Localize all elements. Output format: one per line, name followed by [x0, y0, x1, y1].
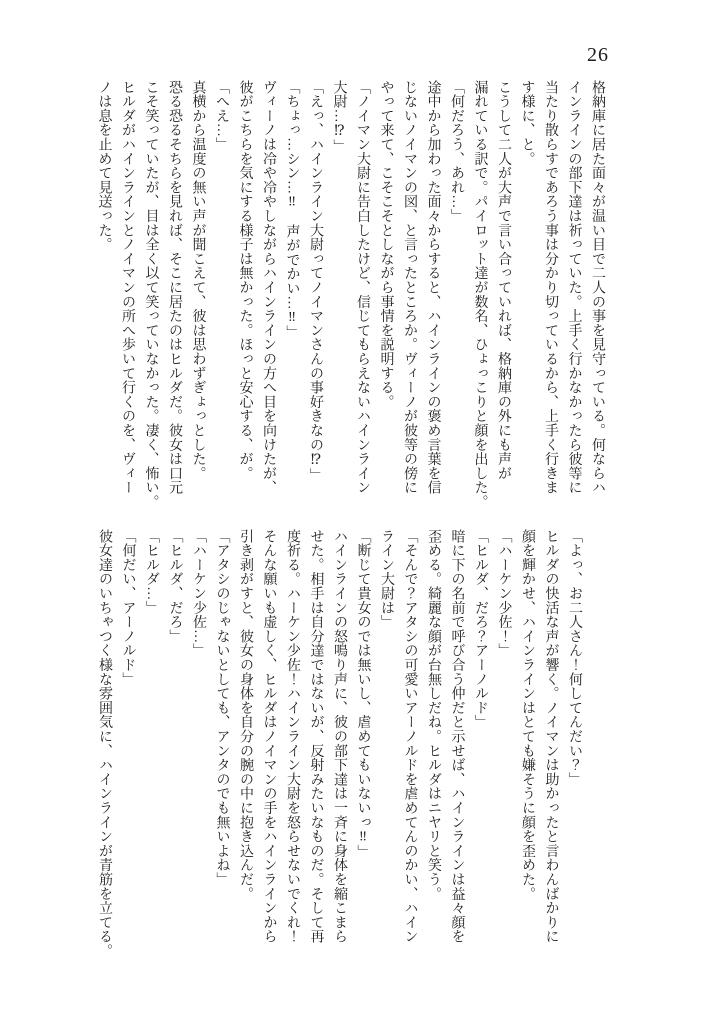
text-column: 彼女達のいちゃつく様な雰囲気に、ハインラインが青筋を立てる。 [97, 529, 112, 958]
text-column: 「何だい、アーノルド」 [120, 529, 136, 687]
text-column: ハインラインの怒鳴り声に、彼の部下達は一斉に身体を縮こまら [332, 529, 347, 944]
text-column: ライン大尉は」 [379, 529, 394, 630]
text-column: 格納庫に居た面々が温い目で二人の事を見守っている。何ならハ [590, 80, 605, 495]
text-column: 「ヒルダ、だろ？アーノルド」 [473, 529, 488, 730]
text-column: 「そんで？アタシの可愛いアーノルドを虐めてんのかい、ハイン [402, 529, 418, 944]
text-column: こうして二人が大声で言い合っていれば、格納庫の外にも声が [496, 80, 511, 481]
text-column: 「ちょっ…シン…‼ 声がでかい…‼」 [284, 80, 300, 340]
page-number: 26 [587, 44, 609, 66]
text-column: 「ヒルダ…」 [144, 529, 159, 615]
text-column: ヒルダがハインラインとノイマンの所へ歩いて行くのを、ヴィー [120, 80, 135, 495]
vertical-text-block-top [92, 80, 609, 509]
vertical-text-block-bottom [92, 529, 586, 958]
text-column: ヴィーノは冷や冷やしながらハインラインの方へ目を向けたが、 [261, 80, 276, 495]
text-column: 当たり散らすであろう事は分かり切っているから、上手く行きま [543, 80, 558, 495]
text-column: 真横から温度の無い声が聞こえて、彼は思わずぎょっとした。 [190, 80, 206, 481]
text-column: 引き剥がすと、彼女の身体を自分の腕の中に抱き込んだ。 [238, 529, 253, 901]
text-column: 「断じて貴女のでは無いし、虐めてもいないっ‼」 [355, 529, 371, 859]
text-column: 「アタシのじゃないとしても、アンタのでも無いよね」 [214, 529, 230, 887]
text-column: せた。相手は自分達ではないが、反射みたいなものだ。そして再 [308, 529, 324, 944]
text-column: 漏れている訳で。パイロット達が数名、ひょっこりと顔を出した。 [472, 80, 488, 509]
text-column: 途中から加わった面々からすると、ハインラインの褒め言葉を信 [425, 80, 441, 495]
text-column: 「何だろう、あれ…」 [449, 80, 464, 223]
text-column: 彼がこちらを気にする様子は無かった。ほっと安心する、が。 [237, 80, 253, 481]
text-column: 恐る恐るそちらを見れば、そこに居たのはヒルダだ。彼女は口元 [167, 80, 182, 495]
text-column: 顔を輝かせ、ハインラインはとても嫌そうに顔を歪めた。 [520, 529, 535, 901]
text-column: こそ笑っていたが、目は全く以て笑っていなかった。凄く、怖い。 [143, 80, 159, 509]
text-column: 「ノイマン大尉に告白したけど、信じてもらえないハインライン [355, 80, 370, 495]
text-column: じないノイマンの図、と言ったところか。ヴィーノが彼等の傍に [402, 80, 417, 495]
text-column: 度祈る。ハーケン少佐！ハインライン大尉を怒らせないでくれ！ [285, 529, 300, 944]
text-column: インラインの部下達は祈っていた。上手く行かなかったら彼等に [566, 80, 582, 495]
text-column: 暗に下の名前で呼び合う仲だと示せば、ハインラインは益々顔を [449, 529, 465, 944]
text-column: 大尉…⁉」 [331, 80, 347, 154]
text-column: 「ハーケン少佐…」 [191, 529, 206, 658]
text-column: 「ハーケン少佐！」 [496, 529, 512, 658]
text-column: す様に、と。 [519, 80, 535, 166]
text-column: ヒルダの快活な声が響く。ノイマンは助かったと言わんばかりに [543, 529, 559, 944]
text-column: 歪める。綺麗な顔が台無しだね。ヒルダはニヤリと笑う。 [426, 529, 441, 901]
text-column: 「へえ…」 [214, 80, 229, 152]
text-column: ノは息を止めて見送った。 [96, 80, 112, 252]
text-column: 「ヒルダ、だろ」 [167, 529, 183, 644]
text-column: そんな願いも虚しく、ヒルダはノイマンの手をハインラインから [261, 529, 277, 944]
text-column: 「よっ、お二人さん！何してんだい？」 [567, 529, 582, 787]
text-column: やって来て、こそこそとしながら事情を説明する。 [378, 80, 394, 409]
text-column: 「えっ、ハインライン大尉ってノイマンさんの事好きなの⁉」 [308, 80, 323, 483]
